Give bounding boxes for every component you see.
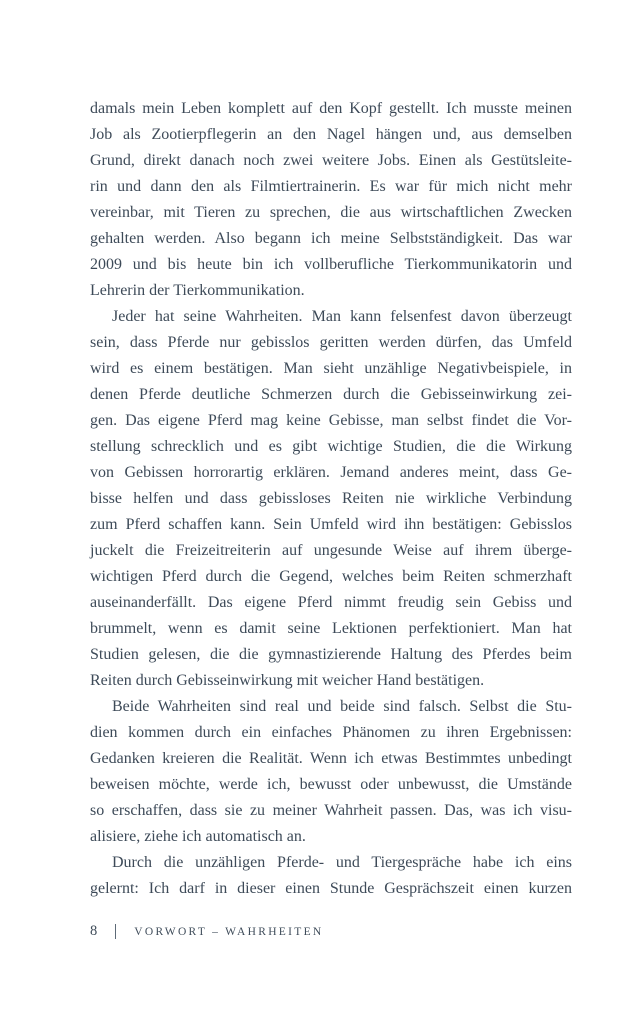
- paragraph-line: Jeder hat seine Wahrheiten. Man kann felsenfest davon überzeugt: [112, 308, 572, 325]
- paragraph-line: Job als Zootierpflegerin an den Nagel hängen und, aus demselben: [90, 126, 572, 143]
- paragraph-line: bisse helfen und dass gebissloses Reiten nie wirkliche Verbindung: [90, 490, 572, 507]
- paragraph-line: 2009 und bis heute bin ich vollberufliche Tierkommunikatorin und: [90, 256, 572, 273]
- paragraph-line: auseinanderfällt. Das eigene Pferd nimmt freudig sein Gebiss und: [90, 594, 572, 611]
- footer-separator-rule: [115, 924, 116, 939]
- paragraph-line: wichtigen Pferd durch die Gegend, welches beim Reiten schmerzhaft: [90, 568, 572, 585]
- paragraph-line: so erschaffen, dass sie zu meiner Wahrheit passen. Das, was ich visu-: [90, 802, 572, 819]
- paragraph-line: Lehrerin der Tierkommunikation.: [90, 282, 305, 299]
- paragraph-line: juckelt die Freizeitreiterin auf ungesunde Weise auf ihrem überge-: [90, 542, 572, 559]
- paragraph-line: denen Pferde deutliche Schmerzen durch die Gebisseinwirkung zei-: [90, 386, 572, 403]
- paragraph-line: wird es einem bestätigen. Man sieht unzählige Negativbeispiele, in: [90, 360, 572, 377]
- paragraph-line: Reiten durch Gebisseinwirkung mit weicher Hand bestätigen.: [90, 672, 485, 689]
- paragraph-line: dien kommen durch ein einfaches Phänomen zu ihren Ergebnissen:: [90, 724, 572, 741]
- paragraph-line: von Gebissen horrorartig erklären. Jemand anderes meint, dass Ge-: [90, 464, 572, 481]
- paragraph-line: damals mein Leben komplett auf den Kopf gestellt. Ich musste meinen: [90, 100, 572, 117]
- paragraph-line: gelernt: Ich darf in dieser einen Stunde Gesprächszeit einen kurzen: [90, 880, 572, 897]
- page-number: 8: [90, 923, 98, 939]
- paragraph-line: Studien gelesen, die die gymnastizierende Haltung des Pferdes beim: [90, 646, 572, 663]
- paragraph-line: sein, dass Pferde nur gebisslos geritten werden dürfen, das Umfeld: [90, 334, 572, 351]
- body-text: [90, 96, 572, 902]
- paragraph-line: zum Pferd schaffen kann. Sein Umfeld wird ihn bestätigen: Gebisslos: [90, 516, 572, 533]
- paragraph-line: alisiere, ziehe ich automatisch an.: [90, 828, 306, 845]
- paragraph-line: brummelt, wenn es damit seine Lektionen perfektioniert. Man hat: [90, 620, 572, 637]
- paragraph-line: vereinbar, mit Tieren zu sprechen, die aus wirtschaftlichen Zwecken: [90, 204, 572, 221]
- paragraph-line: Grund, direkt danach noch zwei weitere Jobs. Einen als Gestütsleite-: [90, 152, 572, 169]
- paragraph-line: Durch die unzähligen Pferde- und Tiergespräche habe ich eins: [112, 854, 572, 871]
- paragraph-line: Gedanken kreieren die Realität. Wenn ich etwas Bestimmtes unbedingt: [90, 750, 572, 767]
- paragraph-line: stellung schrecklich und es gibt wichtige Studien, die die Wirkung: [90, 438, 572, 455]
- paragraph-line: gehalten werden. Also begann ich meine Selbstständigkeit. Das war: [90, 230, 572, 247]
- paragraph-line: Beide Wahrheiten sind real und beide sind falsch. Selbst die Stu-: [112, 698, 572, 715]
- footer-section-label: VORWORT – WAHRHEITEN: [134, 925, 324, 938]
- page-footer: [90, 923, 324, 940]
- paragraph-line: beweisen möchte, werde ich, bewusst oder unbewusst, die Umstände: [90, 776, 572, 793]
- paragraph-line: rin und dann den als Filmtiertrainerin. Es war für mich nicht mehr: [90, 178, 572, 195]
- paragraph-line: gen. Das eigene Pferd mag keine Gebisse, man selbst findet die Vor-: [90, 412, 572, 429]
